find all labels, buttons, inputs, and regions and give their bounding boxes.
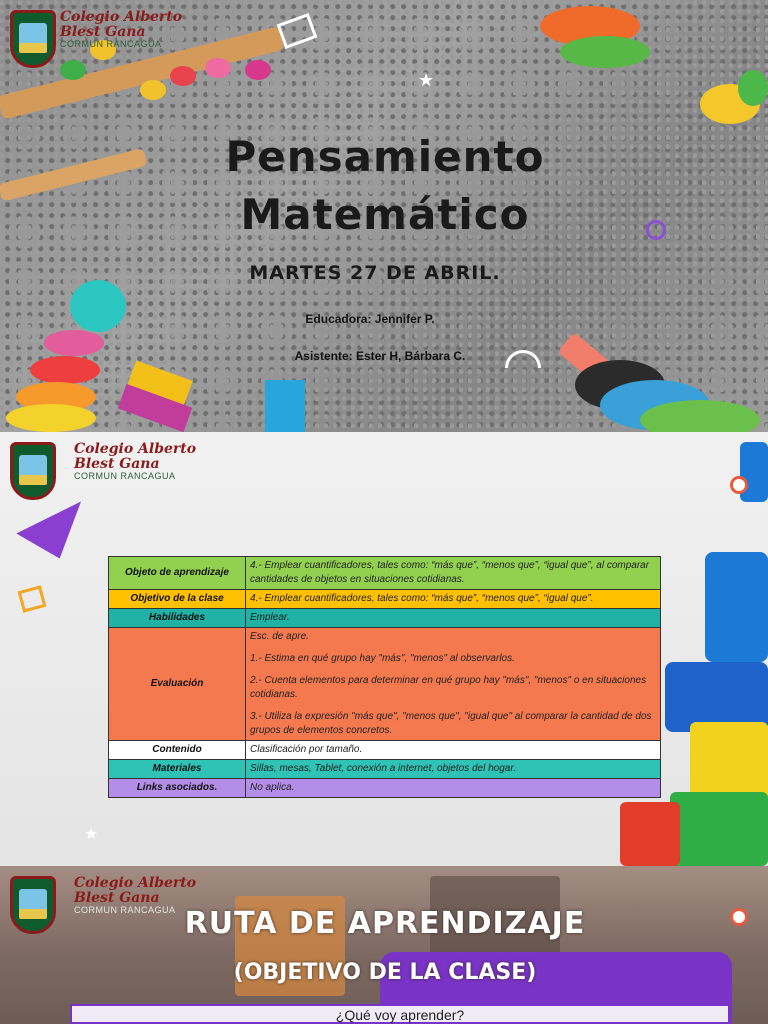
lego-decoration (705, 552, 768, 662)
circle-icon (646, 220, 666, 240)
school-logo (10, 10, 182, 68)
school-shield-icon (10, 876, 56, 934)
lego-decoration (740, 442, 768, 502)
table-row (109, 741, 661, 760)
row-value: 4.- Emplear cuantificadores, tales como: “más que”, “menos que”, “igual que”, al comparar cantidades de objetos en situaciones cotidianas. (246, 557, 661, 590)
route-title: RUTA DE APRENDIZAJE (184, 906, 586, 941)
block-decoration (265, 380, 305, 432)
evaluation-item: 2.- Cuenta elementos para determinar en qué grupo hay "más", "menos" o en situaciones cotidianas. (250, 675, 647, 700)
bead-decoration (140, 80, 166, 100)
educator-name: Educadora: Jennifer P. (305, 312, 435, 326)
school-name-line1: Colegio Alberto (74, 441, 197, 457)
row-label: Contenido (109, 741, 246, 760)
diamond-icon (277, 13, 318, 49)
abacus-rod-decoration (0, 148, 148, 202)
row-label: Objetivo de la clase (109, 590, 246, 609)
row-value: Emplear. (246, 609, 661, 628)
school-name-line1: Colegio Alberto (74, 875, 197, 891)
ring-decoration (30, 356, 100, 384)
school-name-line1: Colegio Alberto (60, 9, 183, 25)
slide-cover (0, 0, 768, 432)
lego-decoration (670, 792, 768, 866)
school-name-line2: Blest Gana (74, 889, 160, 906)
row-value: Clasificación por tamaño. (246, 741, 661, 760)
star-icon: ★ (84, 824, 99, 843)
evaluation-item: 3.- Utiliza la expresión "más que", "menos que", "igual que" al comparar la cantidad de dos grupos de elementos concretos. (250, 711, 652, 736)
planning-table (108, 556, 661, 798)
school-logo (10, 442, 196, 500)
row-value: Sillas, mesas, Tablet, conexión a internet, objetos del hogar. (246, 760, 661, 779)
row-label: Habilidades (109, 609, 246, 628)
school-name-line2: Blest Gana (74, 455, 160, 472)
table-row (109, 609, 661, 628)
row-label: Links asociados. (109, 779, 246, 798)
school-name-line3: CORMUN RANCAGUA (74, 905, 176, 916)
star-icon: ★ (418, 70, 435, 91)
ball-decoration (70, 280, 126, 332)
school-shield-icon (10, 10, 56, 68)
bead-decoration (205, 58, 231, 78)
ring-decoration (44, 330, 104, 356)
ring-decoration (6, 404, 96, 432)
cover-title: Pensamiento Matemático (225, 132, 545, 239)
evaluation-item: 1.- Estima en qué grupo hay "más", "menos" al observarlos. (250, 653, 515, 664)
row-label: Evaluación (109, 628, 246, 741)
row-label: Materiales (109, 760, 246, 779)
evaluation-item: Esc. de apre. (250, 631, 309, 642)
row-value (246, 628, 661, 741)
table-row (109, 628, 661, 741)
table-row (109, 590, 661, 609)
route-subtitle: (OBJETIVO DE LA CLASE) (233, 960, 537, 985)
lego-decoration (620, 802, 680, 866)
school-shield-icon (10, 442, 56, 500)
assistant-names: Asistente: Ester H, Bárbara C. (294, 349, 466, 363)
question-box: ¿Qué voy aprender? (70, 1004, 730, 1024)
row-label: Objeto de aprendizaje (109, 557, 246, 590)
bead-decoration (245, 60, 271, 80)
school-name-line3: CORMUN RANCAGUA (74, 471, 176, 482)
row-value: No aplica. (246, 779, 661, 798)
table-row (109, 557, 661, 590)
diamond-icon (18, 585, 47, 612)
ring-decoration (640, 400, 760, 432)
bead-decoration (170, 66, 196, 86)
ring-decoration (560, 36, 650, 68)
table-row (109, 760, 661, 779)
school-name-line2: Blest Gana (60, 23, 146, 40)
row-value: 4.- Emplear cuantificadores, tales como: “más que”, “menos que”, “igual que”. (246, 590, 661, 609)
table-row (109, 779, 661, 798)
school-name-line3: CORMUN RANCAGUA (60, 39, 162, 50)
bead-decoration (738, 70, 768, 106)
cover-date: MARTES 27 DE ABRIL. (249, 262, 501, 284)
circle-icon (730, 908, 748, 926)
circle-icon (730, 476, 748, 494)
